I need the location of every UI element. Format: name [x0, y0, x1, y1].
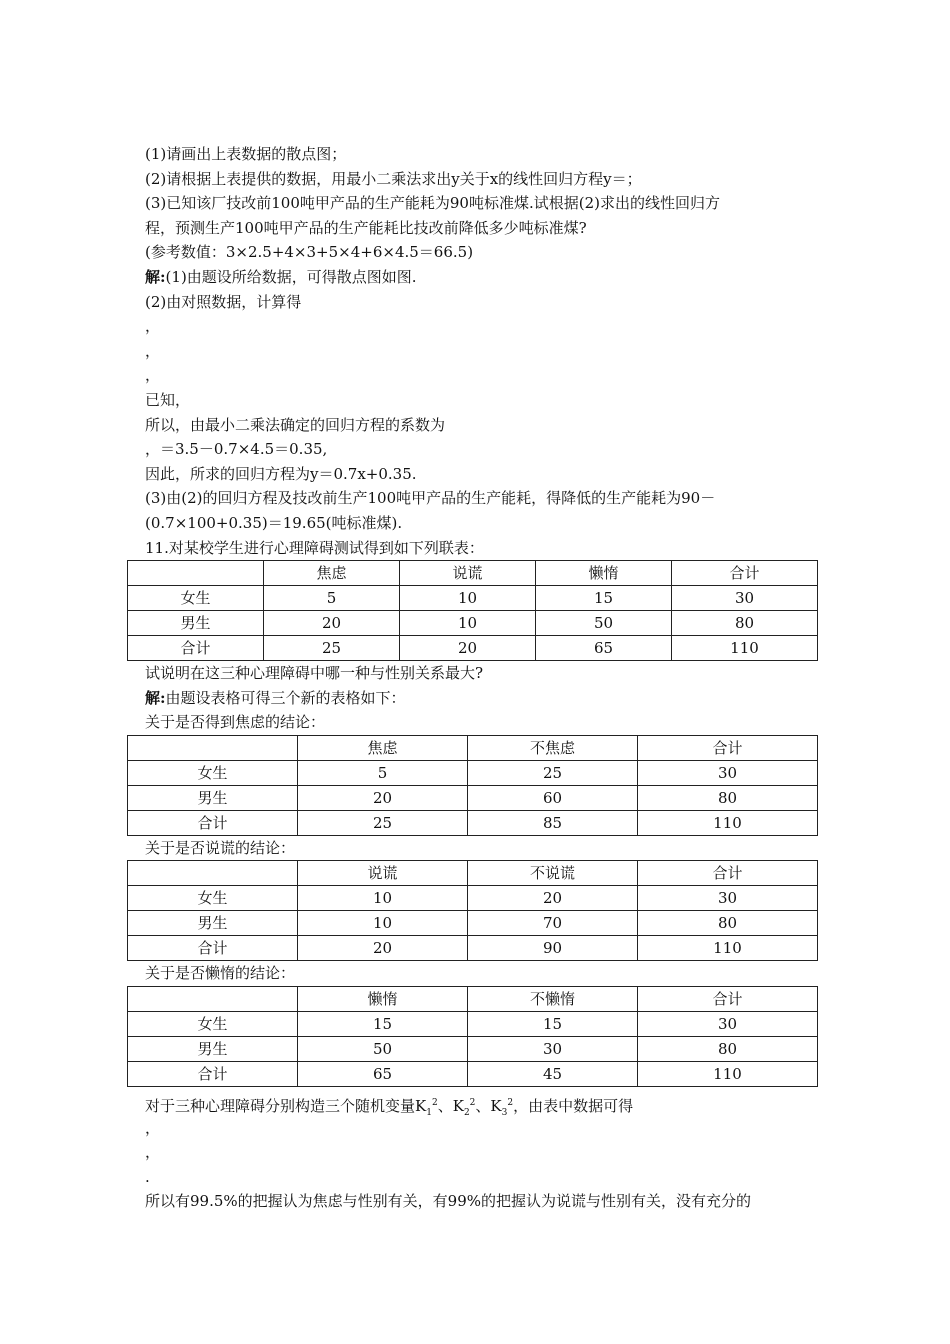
- table-row: [128, 760, 818, 785]
- table-cell: 男生: [128, 1037, 298, 1062]
- k-superscript: 2: [431, 1098, 438, 1109]
- table-cell: 50: [298, 1037, 468, 1062]
- table-cell: 10: [400, 611, 536, 636]
- solution-label: 解:: [145, 267, 166, 286]
- table-cell: 110: [638, 1062, 818, 1087]
- table-header-cell: 焦虑: [298, 735, 468, 760]
- table-header-cell: 不说谎: [468, 861, 638, 886]
- table-header-row: [128, 861, 818, 886]
- text-line: (参考数值：3×2.5+4×3+5×4+6×4.5＝66.5): [145, 243, 474, 262]
- table-header-row: [128, 561, 818, 586]
- text-line: 所以，由最小二乘法确定的回归方程的系数为: [145, 415, 446, 434]
- table-header-row: [128, 987, 818, 1012]
- table-caption: 关于是否说谎的结论：: [145, 838, 296, 857]
- k1-var: [415, 1097, 438, 1119]
- table-cell: [128, 861, 298, 886]
- table-cell: 90: [468, 936, 638, 961]
- table-cell: 20: [468, 886, 638, 911]
- table-cell: 合计: [128, 936, 298, 961]
- table-caption: 关于是否懒惰的结论：: [145, 964, 296, 983]
- table-cell: 80: [638, 911, 818, 936]
- table-main: [127, 560, 818, 661]
- table-cell: 10: [298, 911, 468, 936]
- table-cell: 10: [400, 586, 536, 611]
- table-row: [128, 911, 818, 936]
- table-row: [128, 611, 818, 636]
- table-cell: 80: [638, 785, 818, 810]
- table-header-row: [128, 735, 818, 760]
- k-symbol: K: [490, 1097, 502, 1116]
- solution-line: [145, 686, 815, 711]
- table-cell: 85: [468, 810, 638, 835]
- table-cell: 20: [298, 785, 468, 810]
- question-intro: 11.对某校学生进行心理障碍测试得到如下列联表：: [145, 538, 484, 557]
- k-superscript: 2: [507, 1098, 514, 1109]
- table-cell: 30: [638, 886, 818, 911]
- solution-label: 解:: [145, 688, 166, 707]
- table-caption: 关于是否得到焦虑的结论：: [145, 713, 326, 732]
- text-line: 已知，: [145, 390, 191, 409]
- k-symbol: K: [452, 1097, 464, 1116]
- table-cell: 男生: [128, 611, 264, 636]
- table-cell: 25: [264, 636, 400, 661]
- text-line: ，: [145, 1118, 161, 1137]
- table-header-cell: 焦虑: [264, 561, 400, 586]
- text-line: ，＝3.5－0.7×4.5＝0.35,: [145, 440, 328, 459]
- table-cell: 110: [638, 810, 818, 835]
- table-cell: 65: [298, 1062, 468, 1087]
- solution-text: (1)由题设所给数据，可得散点图如图.: [165, 267, 417, 286]
- table-row: [128, 636, 818, 661]
- table-cell: 合计: [128, 810, 298, 835]
- table-row: [128, 810, 818, 835]
- table-cell: 80: [672, 611, 818, 636]
- table-row: [128, 586, 818, 611]
- separator: 、: [437, 1097, 453, 1116]
- k-subscript: 3: [501, 1108, 508, 1119]
- question-text: 试说明在这三种心理障碍中哪一种与性别关系最大?: [145, 664, 484, 683]
- text-line: (3)由(2)的回归方程及技改前生产100吨甲产品的生产能耗，得降低的生产能耗为90－: [145, 489, 716, 508]
- table-cell: 65: [536, 636, 672, 661]
- table-cell: 70: [468, 911, 638, 936]
- text-line: ，: [145, 1143, 161, 1162]
- table-cell: 5: [298, 760, 468, 785]
- table-header-cell: 说谎: [298, 861, 468, 886]
- table-cell: 25: [298, 810, 468, 835]
- k-variables-line: [145, 1091, 815, 1119]
- text-line: (1)请画出上表数据的散点图；: [145, 145, 347, 163]
- table-cell: 合计: [128, 1062, 298, 1087]
- table-cell: 20: [400, 636, 536, 661]
- table-cell: 110: [672, 636, 818, 661]
- table-header-cell: 懒惰: [298, 987, 468, 1012]
- table-row: [128, 936, 818, 961]
- table-header-cell: 合计: [638, 735, 818, 760]
- table-cell: 20: [264, 611, 400, 636]
- table-row: [128, 886, 818, 911]
- table-cell: 女生: [128, 886, 298, 911]
- table-cell: 合计: [128, 636, 264, 661]
- table-header-cell: 不焦虑: [468, 735, 638, 760]
- document-page: [145, 142, 815, 1214]
- k-subscript: 2: [463, 1108, 470, 1119]
- table-anxiety: [127, 735, 818, 836]
- table-header-cell: 说谎: [400, 561, 536, 586]
- table-cell: 男生: [128, 785, 298, 810]
- text-line: ，: [145, 366, 161, 385]
- conclusion-line: 所以有99.5%的把握认为焦虑与性别有关，有99%的把握认为说谎与性别有关，没有充分的: [145, 1192, 751, 1211]
- table-header-cell: 不懒惰: [468, 987, 638, 1012]
- text-line: (0.7×100+0.35)＝19.65(吨标准煤).: [145, 513, 403, 532]
- text-line: 程，预测生产100吨甲产品的生产能耗比技改前降低多少吨标准煤?: [145, 218, 587, 237]
- solution-line: [145, 265, 815, 290]
- text-line: .: [145, 1167, 150, 1186]
- table-header-cell: 懒惰: [536, 561, 672, 586]
- text-line: (2)请根据上表提供的数据，用最小二乘法求出y关于x的线性回归方程y＝；: [145, 169, 642, 188]
- table-cell: 15: [468, 1012, 638, 1037]
- k-text-before: 对于三种心理障碍分别构造三个随机变量: [145, 1097, 416, 1116]
- table-cell: [128, 561, 264, 586]
- k-subscript: 1: [426, 1108, 432, 1119]
- table-cell: 45: [468, 1062, 638, 1087]
- k3-var: [490, 1097, 514, 1119]
- k-superscript: 2: [469, 1098, 476, 1109]
- table-cell: 30: [638, 1012, 818, 1037]
- table-cell: 女生: [128, 1012, 298, 1037]
- table-cell: 30: [468, 1037, 638, 1062]
- table-cell: 男生: [128, 911, 298, 936]
- table-cell: 女生: [128, 586, 264, 611]
- table-header-cell: 合计: [672, 561, 818, 586]
- k2-var: [452, 1097, 476, 1119]
- k-symbol: K: [415, 1097, 427, 1116]
- text-line: ，: [145, 341, 161, 360]
- table-cell: 15: [298, 1012, 468, 1037]
- table-header-cell: 合计: [638, 987, 818, 1012]
- text-line: (2)由对照数据，计算得: [145, 292, 302, 311]
- table-row: [128, 1037, 818, 1062]
- table-cell: 30: [672, 586, 818, 611]
- table-cell: 25: [468, 760, 638, 785]
- text-line: (3)已知该厂技改前100吨甲产品的生产能耗为90吨标准煤.试根据(2)求出的线性回归方: [145, 194, 720, 213]
- text-line: 因此，所求的回归方程为y＝0.7x+0.35.: [145, 464, 417, 483]
- table-row: [128, 1062, 818, 1087]
- separator: 、: [475, 1097, 491, 1116]
- table-lying: [127, 860, 818, 961]
- table-header-cell: 合计: [638, 861, 818, 886]
- table-cell: 20: [298, 936, 468, 961]
- text-line: ，: [145, 317, 161, 336]
- k-text-after: ，由表中数据可得: [513, 1097, 634, 1116]
- table-cell: 80: [638, 1037, 818, 1062]
- table-cell: 10: [298, 886, 468, 911]
- table-cell: [128, 987, 298, 1012]
- table-row: [128, 785, 818, 810]
- table-cell: [128, 735, 298, 760]
- table-cell: 110: [638, 936, 818, 961]
- table-cell: 15: [536, 586, 672, 611]
- solution-text: 由题设表格可得三个新的表格如下：: [165, 688, 406, 707]
- table-row: [128, 1012, 818, 1037]
- table-cell: 30: [638, 760, 818, 785]
- table-cell: 60: [468, 785, 638, 810]
- table-lazy: [127, 986, 818, 1087]
- table-cell: 女生: [128, 760, 298, 785]
- table-cell: 50: [536, 611, 672, 636]
- table-cell: 5: [264, 586, 400, 611]
